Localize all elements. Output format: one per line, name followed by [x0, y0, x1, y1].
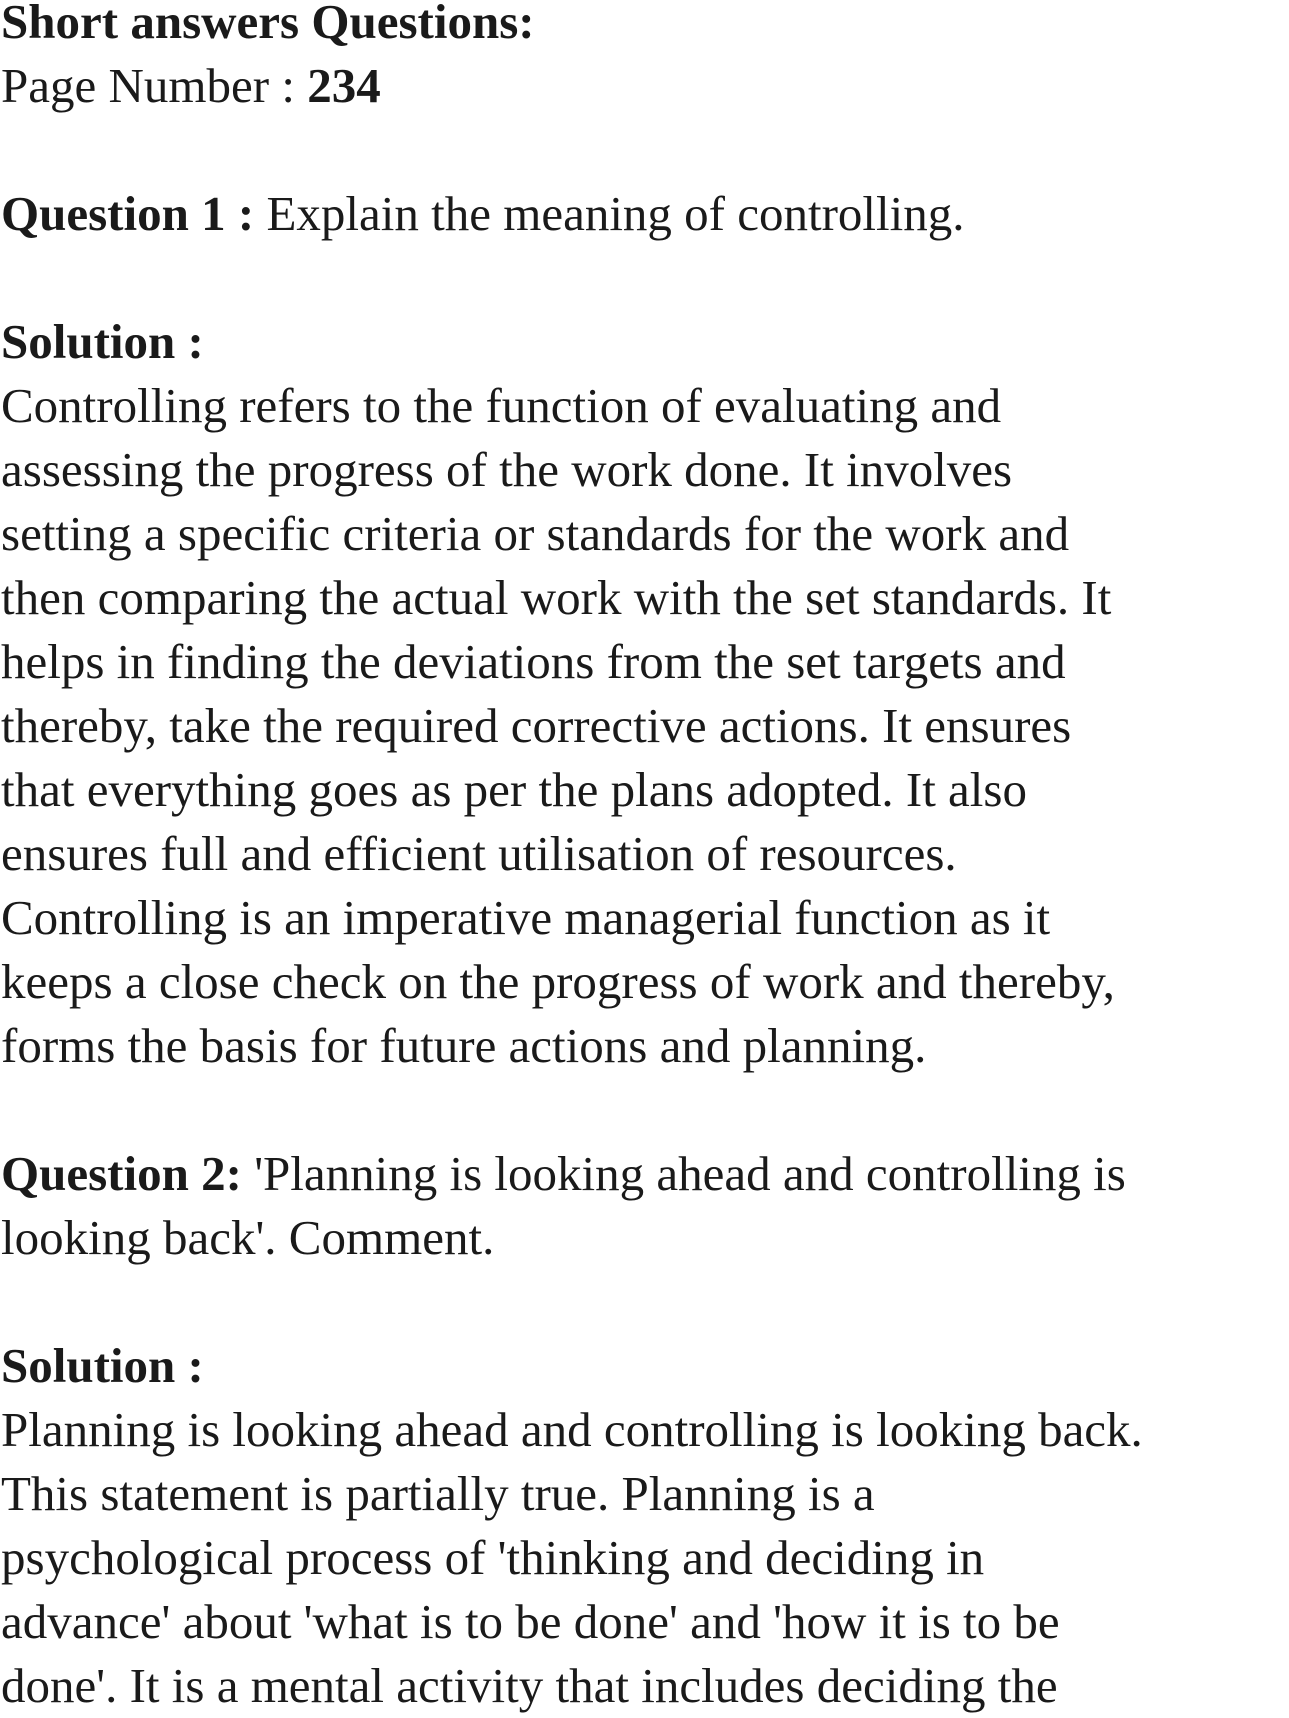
solution-2-label: Solution :: [1, 1338, 204, 1393]
solution-1-label: Solution :: [1, 314, 204, 369]
solution-1-line: keeps a close check on the progress of work and thereby,: [1, 954, 1115, 1009]
solution-1-line: then comparing the actual work with the set standards. It: [1, 570, 1112, 625]
solution-1-body: [1, 374, 1143, 1078]
solution-1-line: Controlling is an imperative managerial function as it: [1, 890, 1051, 945]
solution-1-line: setting a specific criteria or standards for the work and: [1, 506, 1070, 561]
solution-1-line: that everything goes as per the plans adopted. It also: [1, 762, 1027, 817]
question-2: [1, 1142, 1143, 1206]
solution-2-line: advance' about 'what is to be done' and 'how it is to be: [1, 1594, 1060, 1649]
blank-line: [1, 1078, 1143, 1142]
solution-2-heading: [1, 1334, 1143, 1398]
question-1-label: Question 1 :: [1, 186, 255, 241]
solution-1-line: forms the basis for future actions and planning.: [1, 1018, 927, 1073]
question-2-continued: [1, 1206, 1143, 1270]
blank-line: [1, 246, 1143, 310]
question-2-text-1: 'Planning is looking ahead and controlling is: [241, 1146, 1126, 1201]
solution-1-line: assessing the progress of the work done. It involves: [1, 442, 1013, 497]
solution-1-heading: [1, 310, 1143, 374]
solution-1-line: Controlling refers to the function of evaluating and: [1, 378, 1002, 433]
page-number-label: Page Number :: [1, 58, 308, 113]
blank-line: [1, 1270, 1143, 1334]
document-page: [1, 0, 1143, 1718]
question-2-text-2: looking back'. Comment.: [1, 1210, 495, 1265]
solution-2-line: done'. It is a mental activity that includes deciding the: [1, 1658, 1058, 1713]
blank-line: [1, 118, 1143, 182]
heading-text: Short answers Questions:: [1, 0, 535, 49]
heading: [1, 0, 1143, 54]
solution-2-line: This statement is partially true. Planning is a: [1, 1466, 875, 1521]
solution-2-line: psychological process of 'thinking and deciding in: [1, 1530, 985, 1585]
solution-1-line: ensures full and efficient utilisation of resources.: [1, 826, 957, 881]
solution-2-line: Planning is looking ahead and controlling is looking back.: [1, 1402, 1143, 1457]
question-1: [1, 182, 1143, 246]
solution-2-body: [1, 1398, 1143, 1718]
page-number-line: [1, 54, 1143, 118]
question-2-label: Question 2:: [1, 1146, 242, 1201]
page-number-value: 234: [307, 58, 381, 113]
solution-1-line: thereby, take the required corrective actions. It ensures: [1, 698, 1072, 753]
question-1-text: Explain the meaning of controlling.: [254, 186, 965, 241]
solution-1-line: helps in finding the deviations from the set targets and: [1, 634, 1066, 689]
